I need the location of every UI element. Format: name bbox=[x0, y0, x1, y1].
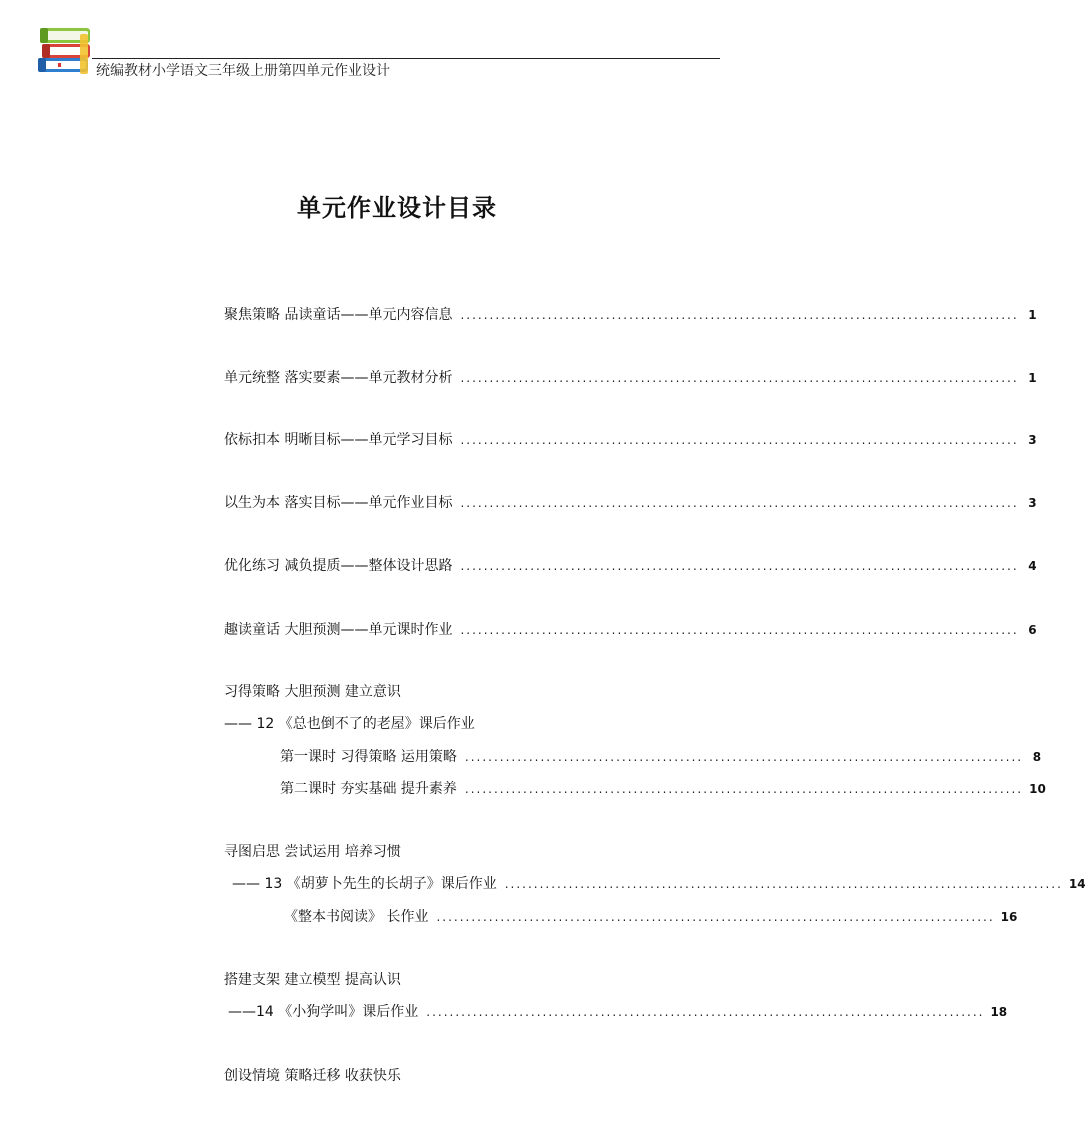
stacked-books-icon bbox=[34, 18, 98, 80]
toc-entry-label: 单元统整 落实要素——单元教材分析 bbox=[224, 370, 453, 386]
toc-entry[interactable] bbox=[224, 555, 1037, 575]
toc-entry-label: 聚焦策略 品读童话——单元内容信息 bbox=[224, 307, 453, 323]
dot-leader: ................................................................................................ bbox=[464, 750, 1024, 764]
toc-entry[interactable] bbox=[280, 746, 1042, 766]
toc-entry[interactable] bbox=[224, 492, 1037, 512]
toc-entry-label: 第二课时 夯实基础 提升素养 bbox=[280, 781, 457, 797]
dot-leader: ................................................................................................ bbox=[460, 559, 1019, 573]
toc-entry-label: 趣读童话 大胆预测——单元课时作业 bbox=[224, 622, 453, 638]
toc-entry[interactable] bbox=[224, 367, 1037, 387]
toc-page-number: 1 bbox=[1028, 308, 1037, 322]
toc-page-number: 16 bbox=[1000, 910, 1018, 924]
dot-leader: ................................................................................................ bbox=[426, 1005, 985, 1019]
dot-leader: ................................................................................................ bbox=[504, 877, 1063, 891]
toc-section-heading: 习得策略 大胆预测 建立意识 bbox=[224, 684, 401, 700]
page-title: 单元作业设计目录 bbox=[297, 193, 497, 222]
dot-leader: ................................................................................................ bbox=[436, 910, 995, 924]
dot-leader: ................................................................................................ bbox=[460, 623, 1019, 637]
toc-page-number: 6 bbox=[1028, 623, 1037, 637]
toc-section-heading: 创设情境 策略迁移 收获快乐 bbox=[224, 1068, 401, 1084]
header-title: 统编教材小学语文三年级上册第四单元作业设计 bbox=[96, 63, 390, 79]
toc-page-number: 1 bbox=[1028, 371, 1037, 385]
dot-leader: ................................................................................................ bbox=[460, 308, 1019, 322]
toc-entry-label: 以生为本 落实目标——单元作业目标 bbox=[224, 495, 453, 511]
toc-entry-label: —— 13 《胡萝卜先生的长胡子》课后作业 bbox=[232, 876, 497, 892]
toc-page-number: 4 bbox=[1028, 559, 1037, 573]
dot-leader: ................................................................................................ bbox=[460, 496, 1019, 510]
toc-page-number: 3 bbox=[1028, 433, 1037, 447]
toc-entry-label: 依标扣本 明晰目标——单元学习目标 bbox=[224, 432, 453, 448]
toc-section-subheading[interactable]: —— 12 《总也倒不了的老屋》课后作业 bbox=[224, 716, 475, 732]
toc-entry-label: 第一课时 习得策略 运用策略 bbox=[280, 749, 457, 765]
dot-leader: ................................................................................................ bbox=[460, 371, 1019, 385]
toc-entry[interactable] bbox=[232, 873, 1086, 893]
toc-page-number: 14 bbox=[1068, 877, 1086, 891]
toc-entry[interactable] bbox=[280, 778, 1046, 798]
toc-section-heading: 寻图启思 尝试运用 培养习惯 bbox=[224, 844, 401, 860]
toc-entry[interactable] bbox=[224, 619, 1037, 639]
dot-leader: ................................................................................................ bbox=[464, 782, 1024, 796]
toc-entry[interactable] bbox=[228, 1001, 1008, 1021]
toc-entry-label: 《整本书阅读》 长作业 bbox=[284, 909, 429, 925]
header-rule bbox=[92, 58, 720, 59]
toc-page-number: 18 bbox=[990, 1005, 1008, 1019]
toc-entry[interactable] bbox=[284, 906, 1018, 926]
toc-page-number: 3 bbox=[1028, 496, 1037, 510]
dot-leader: ................................................................................................ bbox=[460, 433, 1019, 447]
toc-entry-label: 优化练习 减负提质——整体设计思路 bbox=[224, 558, 453, 574]
toc-page-number: 10 bbox=[1029, 782, 1046, 796]
toc-entry-label: ——14 《小狗学叫》课后作业 bbox=[228, 1004, 419, 1020]
toc-entry[interactable] bbox=[224, 304, 1037, 324]
toc-section-heading: 搭建支架 建立模型 提高认识 bbox=[224, 972, 401, 988]
toc-page-number: 8 bbox=[1032, 750, 1042, 764]
toc-entry[interactable] bbox=[224, 429, 1037, 449]
